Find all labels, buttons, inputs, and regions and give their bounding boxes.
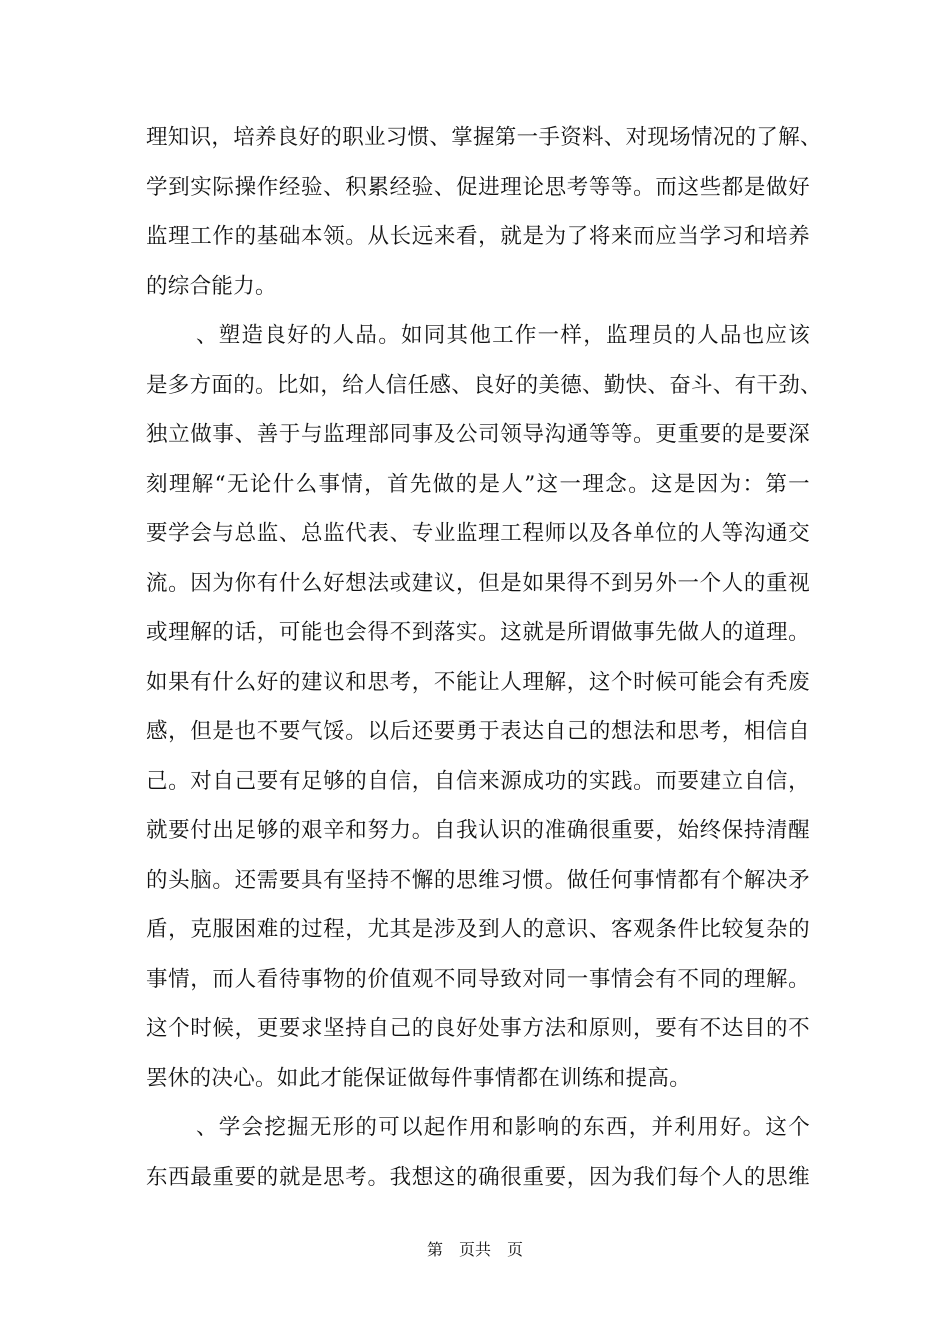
text-line: 感，但是也不要气馁。以后还要勇于表达自己的想法和思考，相信自 bbox=[146, 719, 810, 744]
text-line: 盾，克服困难的过程，尤其是涉及到人的意识、客观条件比较复杂的 bbox=[146, 917, 810, 942]
text-line: 就要付出足够的艰辛和努力。自我认识的准确很重要，始终保持清醒 bbox=[146, 818, 810, 843]
text-line: 学到实际操作经验、积累经验、促进理论思考等等。而这些都是做好 bbox=[146, 174, 810, 200]
text-line: 如果有什么好的建议和思考，不能让人理解，这个时候可能会有秃废 bbox=[146, 669, 810, 695]
page-footer: 第 页共 页 bbox=[426, 1240, 523, 1259]
text-line: 、塑造良好的人品。如同其他工作一样，监理员的人品也应该 bbox=[196, 323, 810, 348]
text-line: 事情，而人看待事物的价值观不同导致对同一事情会有不同的理解。 bbox=[146, 966, 810, 992]
text-line: 己。对自己要有足够的自信，自信来源成功的实践。而要建立自信， bbox=[146, 768, 810, 794]
text-line: 独立做事、善于与监理部同事及公司领导沟通等等。更重要的是要深 bbox=[146, 422, 810, 447]
text-line: 罢休的决心。如此才能保证做每件事情都在训练和提高。 bbox=[146, 1065, 692, 1091]
text-line: 的综合能力。 bbox=[146, 273, 277, 299]
document-body bbox=[146, 113, 822, 1202]
text-line: 、学会挖掘无形的可以起作用和影响的东西，并利用好。这个 bbox=[196, 1115, 810, 1140]
text-line: 要学会与总监、总监代表、专业监理工程师以及各单位的人等沟通交 bbox=[146, 521, 810, 546]
text-line: 监理工作的基础本领。从长远来看，就是为了将来而应当学习和培养 bbox=[146, 224, 810, 249]
text-line: 刻理解“无论什么事情，首先做的是人”这一理念。这是因为：第一 bbox=[146, 471, 810, 497]
text-line: 是多方面的。比如，给人信任感、良好的美德、勤快、奋斗、有干劲、 bbox=[146, 372, 822, 398]
text-line: 东西最重要的就是思考。我想这的确很重要，因为我们每个人的思维 bbox=[146, 1164, 810, 1190]
text-line: 理知识，培养良好的职业习惯、掌握第一手资料、对现场情况的了解、 bbox=[146, 125, 822, 150]
text-line: 流。因为你有什么好想法或建议，但是如果得不到另外一个人的重视 bbox=[146, 570, 810, 596]
text-line: 的头脑。还需要具有坚持不懈的思维习惯。做任何事情都有个解决矛 bbox=[146, 867, 810, 893]
text-line: 或理解的话，可能也会得不到落实。这就是所谓做事先做人的道理。 bbox=[146, 620, 810, 645]
text-line: 这个时候，更要求坚持自己的良好处事方法和原则，要有不达目的不 bbox=[146, 1016, 810, 1041]
